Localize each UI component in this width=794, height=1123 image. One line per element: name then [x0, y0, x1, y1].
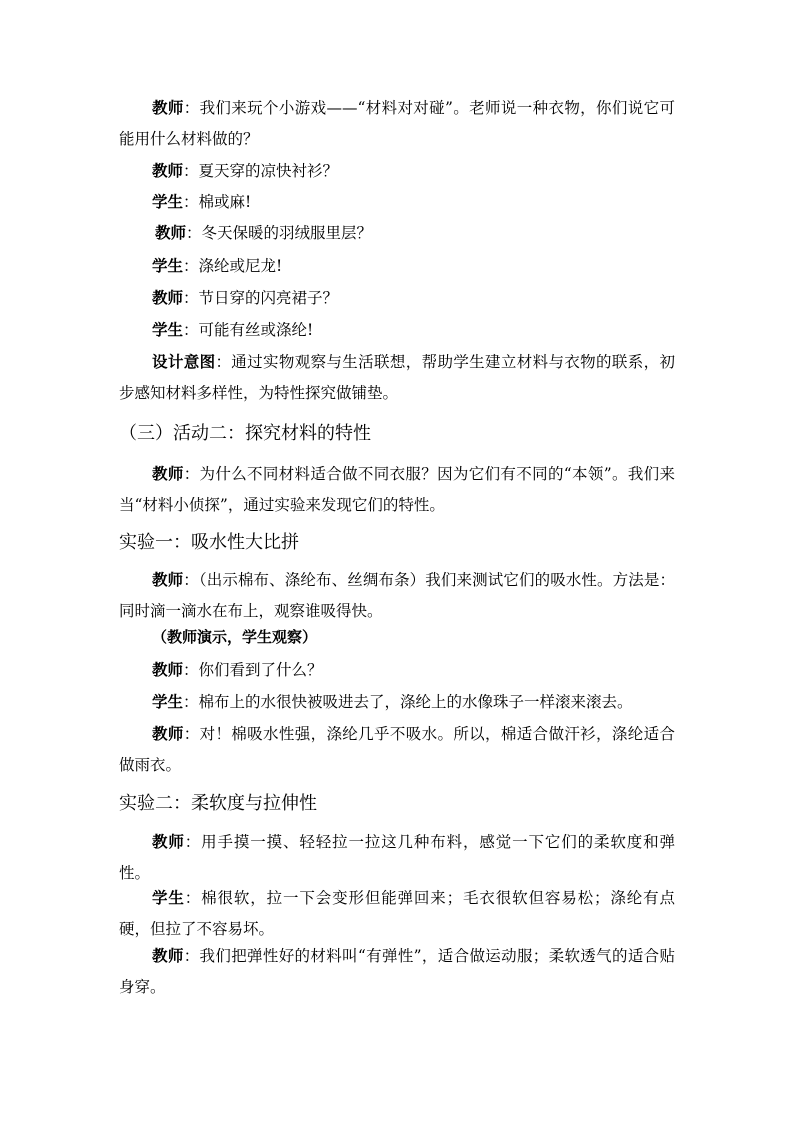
dialogue-text: ：对！棉吸水性强，涤纶几乎不吸水。所以，棉适合做汗衫，涤纶适合做雨衣。 — [119, 725, 675, 774]
dialogue-text: ：我们来玩个小游戏——“材料对对碰”。老师说一种衣物，你们说它可能用什么材料做的？ — [119, 99, 675, 148]
dialogue-text: ：用手摸一摸、轻轻拉一拉这几种布料，感觉一下它们的柔软度和弹性。 — [119, 833, 675, 882]
section-heading-experiment1: 实验一：吸水性大比拼 — [119, 532, 299, 553]
speaker-label: 学生 — [152, 692, 184, 711]
paragraph-teacher-absorb — [119, 564, 675, 627]
stage-direction-note: （教师演示，学生观察） — [152, 628, 318, 646]
paragraph-design-intent — [119, 346, 675, 409]
dialogue-text: ：我们把弹性好的材料叫“有弹性”，适合做运动服；柔软透气的适合贴身穿。 — [119, 947, 675, 996]
speaker-label: 教师 — [152, 98, 184, 117]
dialogue-text: ：棉布上的水很快被吸进去了，涤纶上的水像珠子一样滚来滚去。 — [183, 693, 633, 711]
speaker-label: 教师 — [152, 946, 184, 965]
paragraph-student-silk — [119, 314, 675, 346]
speaker-label: 学生 — [152, 256, 184, 275]
paragraph-student-cotton — [119, 186, 675, 218]
paragraph-teacher-elastic — [119, 940, 675, 1003]
dialogue-text: ：你们看到了什么？ — [183, 661, 323, 679]
dialogue-text: ：涤纶或尼龙! — [183, 257, 283, 275]
speaker-label: 教师 — [155, 223, 187, 242]
dialogue-text: ：夏天穿的凉快衬衫？ — [183, 162, 339, 180]
paragraph-teacher-question — [119, 654, 675, 686]
speaker-label: 教师 — [152, 288, 184, 307]
speaker-label: 学生 — [152, 192, 184, 211]
paragraph-teacher-intro — [119, 458, 675, 521]
speaker-label: 教师 — [152, 161, 184, 180]
speaker-label: 教师 — [152, 660, 184, 679]
dialogue-text: ：为什么不同材料适合做不同衣服？因为它们有不同的“本领”。我们来当“材料小侦探”，通过实验来发现它们的特性。 — [119, 465, 675, 514]
speaker-label: 教师 — [152, 724, 184, 743]
speaker-label: 教师 — [152, 570, 184, 589]
paragraph-student-observe — [119, 686, 675, 718]
dialogue-text: ：（出示棉布、涤纶布、丝绸布条）我们来测试它们的吸水性。方法是：同时滴一滴水在布上，观察谁吸得快。 — [119, 571, 675, 620]
dialogue-text: ：冬天保暖的羽绒服里层？ — [186, 224, 373, 242]
paragraph-student-feel — [119, 882, 675, 945]
speaker-label: 教师 — [152, 464, 184, 483]
dialogue-text: ：通过实物观察与生活联想，帮助学生建立材料与衣物的联系，初步感知材料多样性，为特性探究做铺垫。 — [119, 353, 675, 402]
paragraph-teacher-conclusion — [119, 718, 675, 781]
section-heading-activity2: （三）活动二：探究材料的特性 — [119, 423, 371, 444]
dialogue-text: ：棉或麻! — [183, 193, 252, 211]
paragraph-teacher-touch — [119, 826, 675, 889]
paragraph-teacher-game — [119, 92, 675, 155]
paragraph-teacher-skirt — [119, 282, 675, 314]
speaker-label: 学生 — [152, 888, 185, 907]
speaker-label: 设计意图 — [152, 352, 216, 371]
dialogue-text: ：节日穿的闪亮裙子？ — [183, 289, 339, 307]
section-heading-experiment2: 实验二：柔软度与拉伸性 — [119, 793, 317, 814]
paragraph-student-polyester — [119, 250, 675, 282]
paragraph-teacher-shirt — [119, 155, 675, 187]
paragraph-teacher-down-jacket — [119, 217, 675, 249]
dialogue-text: ：棉很软，拉一下会变形但能弹回来；毛衣很软但容易松；涤纶有点硬，但拉了不容易坏。 — [119, 889, 675, 938]
speaker-label: 学生 — [152, 320, 184, 339]
speaker-label: 教师 — [152, 832, 185, 851]
dialogue-text: ：可能有丝或涤纶! — [183, 321, 314, 339]
